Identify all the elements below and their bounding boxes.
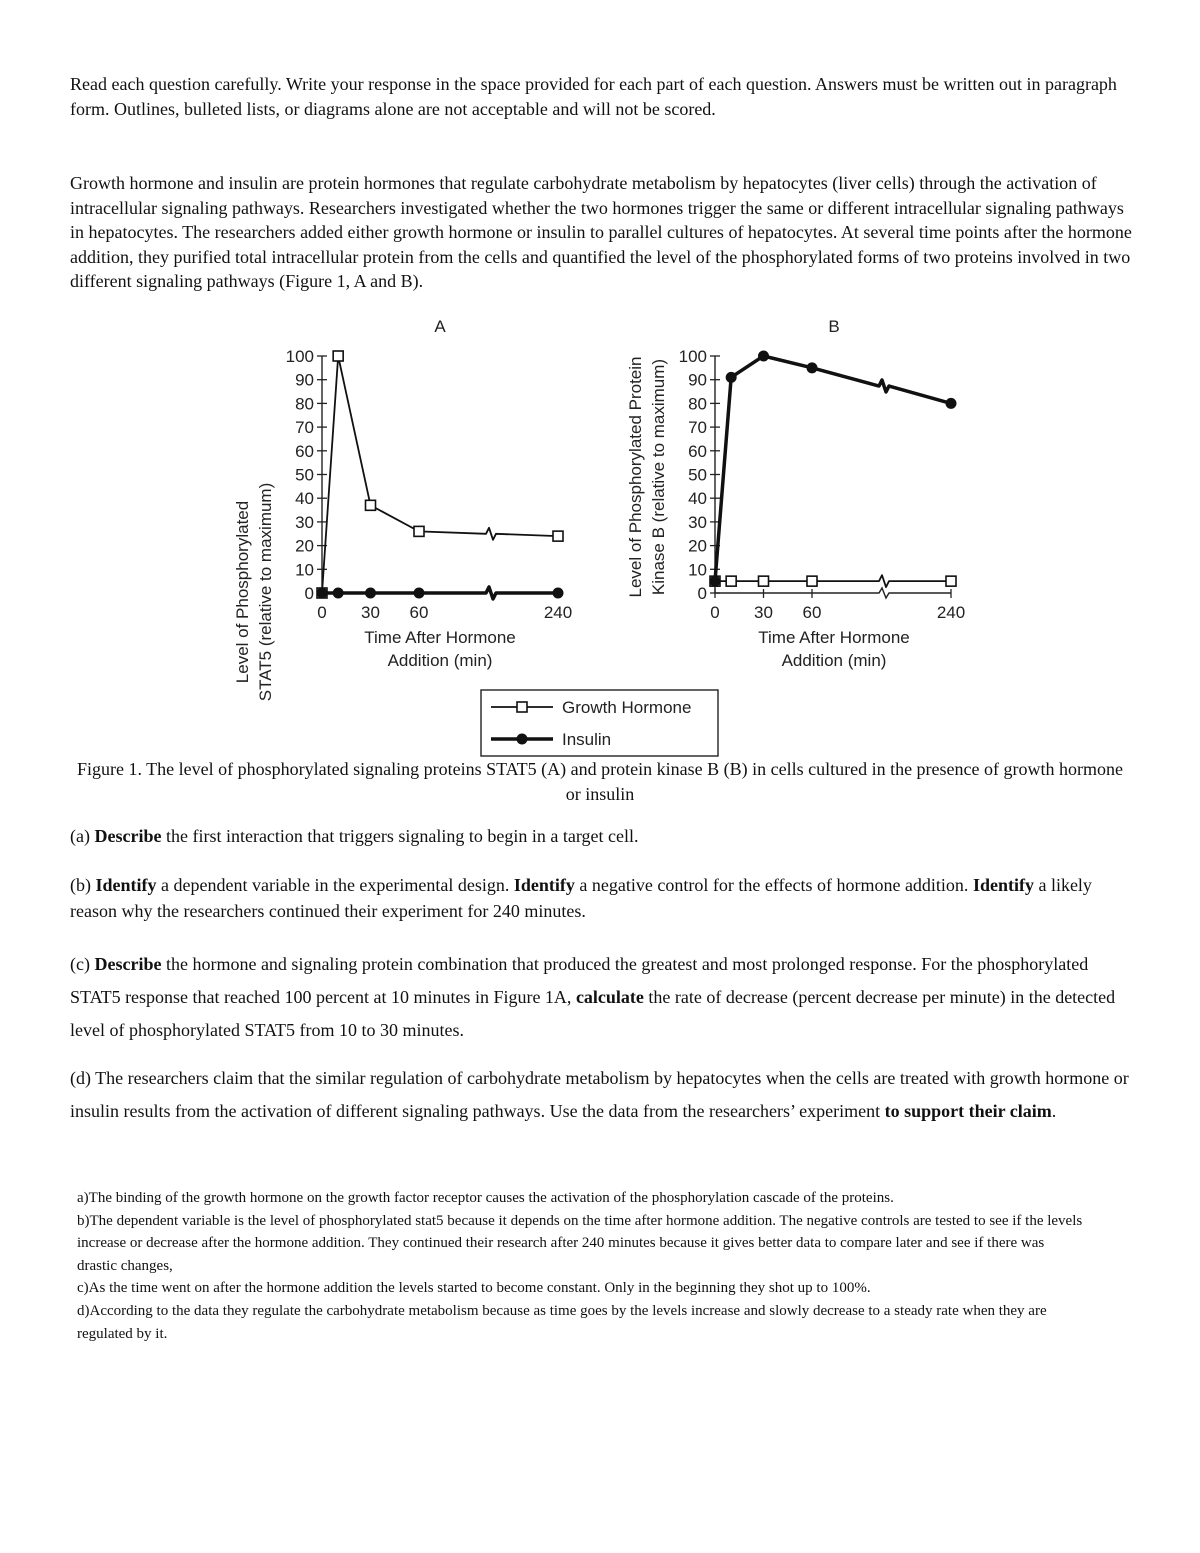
- passage-paragraph: Growth hormone and insulin are protein hormones that regulate carbohydrate metabolism by hepatocytes (liver cells) through the activation of intracellular signaling pathways. Researchers investigated whether the two hormones trigger the same or different intracellular signaling pathways in hepatocytes. The researchers added either growth hormone or insulin to parallel cultures of hepatocytes. At several time points after the hormone addition, they purified total intracellular protein from the cells and quantified the level of the phosphorylated forms of two proteins involved in two different signaling pathways (Figure 1, A and B).: [70, 173, 1132, 291]
- question-b-text-3: a likely reason why the researchers continued their experiment for 240 minutes.: [70, 875, 1092, 921]
- question-a-label: (a): [70, 826, 95, 846]
- panel-a-xlabel-line2: Addition (min): [387, 651, 493, 670]
- panel-a-ytick-label: 90: [295, 370, 314, 390]
- panel-b-ytick-label: 70: [688, 418, 707, 438]
- panel-a-insulin-point: [414, 588, 425, 599]
- question-b: [70, 872, 1135, 924]
- chart-legend: [481, 690, 718, 756]
- question-c-text-2: the rate of decrease (percent decrease per minute) in the detected level of phosphorylated STAT5 from 10 to 30 minutes.: [70, 987, 1116, 1040]
- panel-b-insulin-point: [710, 576, 721, 587]
- panel-a-growth-hormone-point: [553, 531, 563, 541]
- panel-b-xtick-label: 60: [802, 603, 822, 622]
- panel-b-insulin-point: [758, 351, 769, 362]
- question-a-verb: Describe: [94, 826, 162, 846]
- panel-a-ytick-label: 30: [295, 512, 314, 532]
- panel-a-growth-hormone-point: [414, 526, 424, 536]
- panel-a-insulin-point: [333, 588, 344, 599]
- panel-a-growth-hormone-line: [322, 356, 558, 593]
- legend-growth-marker: [517, 702, 527, 712]
- panel-a-ytick-label: 50: [295, 465, 314, 485]
- panel-a-xtick-label: 240: [543, 603, 573, 622]
- answer-c: c)As the time went on after the hormone addition the levels started to become constant. Only in the beginning they shot up to 100%.: [77, 1280, 871, 1297]
- panel-a-ytick-label: 80: [295, 394, 314, 414]
- panel-b-xtick-label: 0: [710, 603, 720, 622]
- answer-a: a)The binding of the growth hormone on the growth factor receptor causes the activation of the phosphorylation cascade of the proteins.: [77, 1190, 894, 1206]
- panel-b-ylabel-line1: Level of Phosphorylated Protein: [626, 356, 645, 598]
- panel-a-ytick-label: 40: [295, 489, 314, 509]
- panel-a-xtick-label: 60: [409, 603, 429, 622]
- panel-a-label: A: [434, 317, 446, 336]
- question-d-text: (d) The researchers claim that the similar regulation of carbohydrate metabolism by hepatocytes when the cells are treated with growth hormone or insulin results from the activation of different signaling pathways. Use the data from the researchers’ experiment: [70, 1068, 1129, 1121]
- question-b-verb-1: Identify: [95, 875, 157, 895]
- question-b-verb-3: Identify: [972, 875, 1034, 895]
- legend-insulin-label: Insulin: [562, 730, 612, 749]
- panel-a-xtick-label: 30: [361, 603, 380, 622]
- question-d: [70, 1062, 1135, 1128]
- panel-a-ytick-label: 60: [295, 441, 314, 461]
- panel-b-xtick-label: 30: [754, 603, 773, 622]
- answer-d: d)According to the data they regulate the carbohydrate metabolism because as time goes by the levels increase and slowly decrease to a steady rate when they are regulated by it.: [77, 1302, 1047, 1342]
- panel-b-insulin-point: [726, 372, 737, 383]
- panel-a-insulin-point: [365, 588, 376, 599]
- figure-1: [0, 315, 1200, 760]
- panel-a-ytick-label: 10: [295, 560, 314, 580]
- panel-b-ytick-label: 20: [688, 536, 707, 556]
- question-c-verb-2: calculate: [575, 987, 644, 1007]
- panel-b-ytick-label: 80: [688, 394, 707, 414]
- panel-a-ytick-label: 20: [295, 536, 314, 556]
- answer-b: b)The dependent variable is the level of phosphorylated stat5 because it depends on the time after hormone addition. The negative controls are tested to see if the levels increase or decrease after the hormone addition. They continued their research after 240 minutes because it gives better data to compare later and see if there was drastic changes,: [77, 1212, 1083, 1274]
- panel-b-xlabel-line1: Time After Hormone: [758, 628, 910, 647]
- question-c: [70, 948, 1135, 1047]
- panel-b-xtick-label: 240: [936, 603, 966, 622]
- question-c-text-1: the hormone and signaling protein combination that produced the greatest and most prolonged response. For the phosphorylated STAT5 response that reached 100 percent at 10 minutes in Figure 1A,: [70, 954, 1089, 1007]
- panel-a-xlabel-line1: Time After Hormone: [364, 628, 516, 647]
- panel-a-ylabel-line1: Level of Phosphorylated: [233, 500, 252, 684]
- panel-a-growth-hormone-point: [333, 351, 343, 361]
- panel-b-ytick-label: 50: [688, 465, 707, 485]
- panel-b-ytick-label: 60: [688, 441, 707, 461]
- question-b-text-1: a dependent variable in the experimental design.: [156, 875, 514, 895]
- panel-b-growth-hormone-point: [807, 576, 817, 586]
- panel-a-ytick-label: 100: [285, 347, 314, 366]
- figure-caption: Figure 1. The level of phosphorylated signaling proteins STAT5 (A) and protein kinase B (B) in cells cultured in the presence of growth hormone or insulin: [77, 759, 1123, 804]
- panel-a-insulin-point: [317, 588, 328, 599]
- question-c-label: (c): [70, 954, 95, 974]
- panel-b-growth-hormone-point: [726, 576, 736, 586]
- panel-b-label: B: [828, 317, 840, 336]
- chart-panel-b: [626, 317, 965, 670]
- panel-b-insulin-point: [946, 398, 957, 409]
- panel-b-ytick-label: 30: [688, 512, 707, 532]
- legend-insulin-marker: [517, 734, 528, 745]
- panel-b-growth-hormone-point: [946, 576, 956, 586]
- panel-a-growth-hormone-point: [366, 500, 376, 510]
- question-b-verb-2: Identify: [513, 875, 575, 895]
- panel-b-growth-hormone-line: [715, 575, 951, 587]
- panel-b-insulin-line: [715, 356, 951, 581]
- question-a-text: the first interaction that triggers signaling to begin in a target cell.: [161, 826, 639, 846]
- panel-a-insulin-line: [322, 587, 558, 599]
- student-answers: [77, 1187, 1087, 1345]
- panel-b-ytick-label: 40: [688, 489, 707, 509]
- panel-b-ytick-label: 10: [688, 560, 707, 580]
- chart-panel-a: [233, 317, 572, 701]
- panel-a-ytick-label: 0: [304, 584, 314, 603]
- question-d-bold: to support their claim: [884, 1101, 1052, 1121]
- legend-growth-label: Growth Hormone: [562, 698, 692, 717]
- panel-b-growth-hormone-point: [759, 576, 769, 586]
- question-b-text-2: a negative control for the effects of hormone addition.: [574, 875, 973, 895]
- question-d-end: .: [1051, 1101, 1057, 1121]
- panel-b-x-axis: [715, 588, 951, 598]
- panel-b-ylabel-line2: Kinase B (relative to maximum): [649, 358, 668, 596]
- panel-b-ytick-label: 90: [688, 370, 707, 390]
- panel-b-ytick-label: 100: [678, 347, 707, 366]
- panel-b-ytick-label: 0: [697, 584, 707, 603]
- question-c-verb-1: Describe: [94, 954, 162, 974]
- panel-a-ylabel-line2: STAT5 (relative to maximum): [256, 482, 275, 702]
- panel-b-insulin-point: [807, 362, 818, 373]
- instructions-paragraph: Read each question carefully. Write your response in the space provided for each part of each question. Answers must be written out in paragraph form. Outlines, bulleted lists, or diagrams alone are not acceptable and will not be scored.: [70, 74, 1117, 119]
- panel-b-xlabel-line2: Addition (min): [781, 651, 887, 670]
- question-b-label: (b): [70, 875, 96, 895]
- panel-a-ytick-label: 70: [295, 418, 314, 438]
- question-a: [70, 824, 1135, 848]
- panel-a-xtick-label: 0: [317, 603, 327, 622]
- panel-a-insulin-point: [553, 588, 564, 599]
